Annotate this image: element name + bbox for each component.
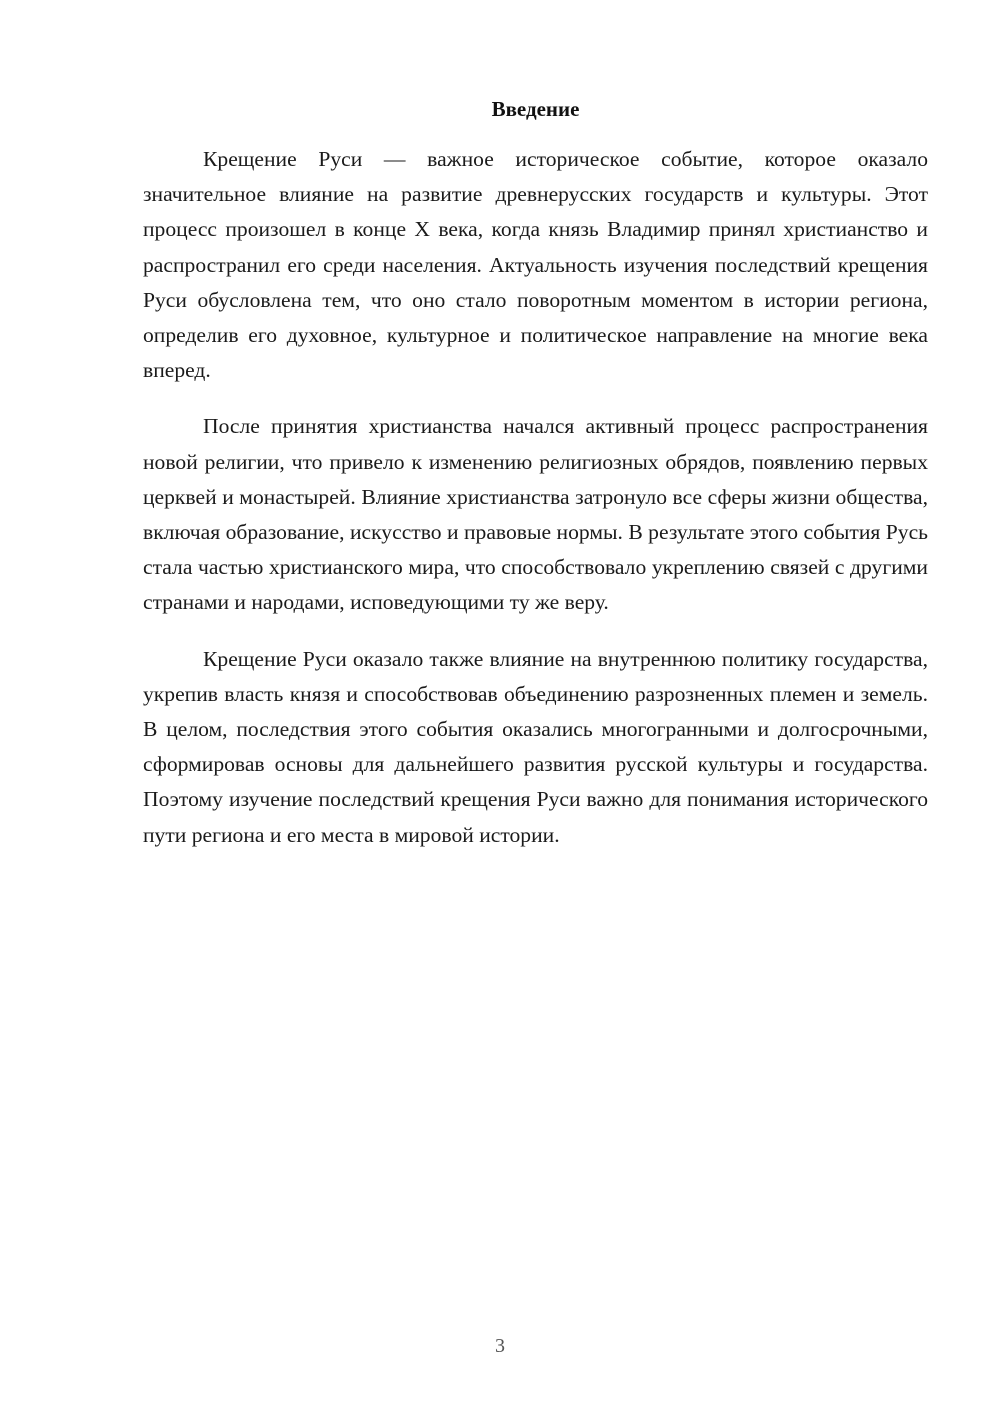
paragraph-2: После принятия христианства начался активный процесс распространения новой религии, что привело к изменению религиозных обрядов, появлению первых церквей и монастырей. Влияние христианства затронуло все сферы жизни общества, включая образование, искусство и правовые нормы. В результате этого события Русь стала частью христианского мира, что способствовало укреплению связей с другими странами и народами, исповедующими ту же веру. (143, 414, 928, 615)
paragraph-1: Крещение Руси — важное историческое событие, которое оказало значительное влияние на развитие древнерусских государств и культуры. Этот процесс произошел в конце X века, когда князь Владимир принял христианство и распространил его среди населения. Актуальность изучения последствий крещения Руси обусловлена тем, что оно стало поворотным моментом в истории региона, определив его духовное, культурное и политическое направление на многие века вперед. (143, 147, 928, 383)
page-number: 3 (495, 1335, 505, 1357)
paragraph-3: Крещение Руси оказало также влияние на внутреннюю политику государства, укрепив власть князя и способствовав объединению разрозненных племен и земель. В целом, последствия этого события оказались многогранными и долгосрочными, сформировав основы для дальнейшего развития русской культуры и государства. Поэтому изучение последствий крещения Руси важно для понимания исторического пути региона и его места в мировой истории. (143, 646, 928, 847)
section-title: Введение (491, 97, 580, 121)
body-text (143, 142, 928, 874)
